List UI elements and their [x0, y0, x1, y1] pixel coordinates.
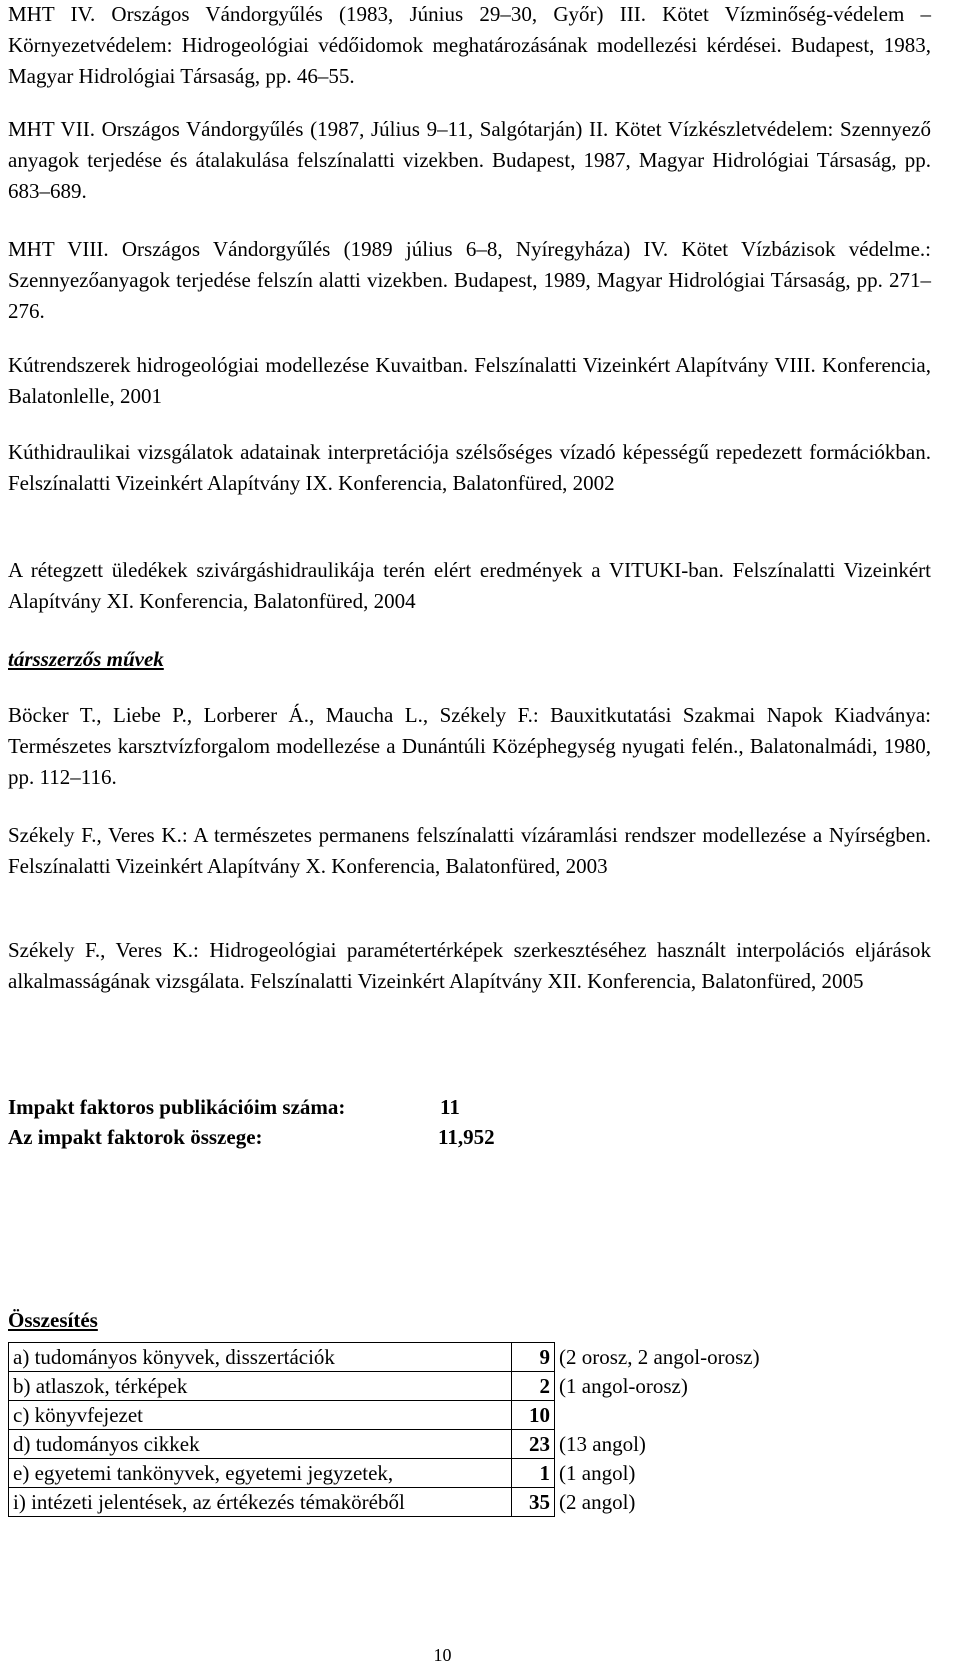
- summary-count: 23: [512, 1430, 555, 1459]
- table-row: [9, 1401, 864, 1430]
- summary-note: (2 orosz, 2 angol-orosz): [555, 1343, 864, 1372]
- reference-kuthidraulikai: Kúthidraulikai vizsgálatok adatainak interpretációja szélsőséges vízadó képességű repedezett formációkban. Felszínalatti Vizeinkért Alapítvány IX. Konferencia, Balatonfüred, 2002: [8, 440, 931, 495]
- reference-mht-viii: MHT VIII. Országos Vándorgyűlés (1989 július 6–8, Nyíregyháza) IV. Kötet Vízbázisok védelme.: Szennyezőanyagok terjedése felszín alatti vizekben. Budapest, 1989, Magyar Hidrológiai Társaság, pp. 271–276.: [8, 237, 931, 323]
- impact-count-label: Impakt faktoros publikációim száma:: [8, 1095, 346, 1119]
- coauthored-heading: társszerzős művek: [8, 647, 164, 671]
- impact-sum-label: Az impakt faktorok összege:: [8, 1125, 263, 1149]
- summary-category: b) atlaszok, térképek: [9, 1372, 512, 1401]
- coauthored-reference-szekely-2005: Székely F., Veres K.: Hidrogeológiai paramétertérképek szerkesztéséhez használt interpolációs eljárások alkalmasságának vizsgálata. Felszínalatti Vizeinkért Alapítvány XII. Konferencia, Balatonfüred, 2005: [8, 938, 931, 993]
- table-row: [9, 1488, 864, 1517]
- summary-count: 35: [512, 1488, 555, 1517]
- impact-sum-row: [8, 1122, 608, 1152]
- summary-category: c) könyvfejezet: [9, 1401, 512, 1430]
- summary-title: Összesítés: [8, 1308, 98, 1332]
- coauthored-reference-bocker: Böcker T., Liebe P., Lorberer Á., Maucha L., Székely F.: Bauxitkutatási Szakmai Napok Kiadványa: Természetes karsztvízforgalom modellezése a Dunántúli Középhegység nyugati felén., Balatonalmádi, 1980, pp. 112–116.: [8, 703, 931, 789]
- impact-count-row: [8, 1092, 608, 1122]
- impact-sum-value: 11,952: [438, 1125, 495, 1149]
- summary-note: [555, 1401, 864, 1430]
- coauthored-reference-szekely-2003: Székely F., Veres K.: A természetes permanens felszínalatti vízáramlási rendszer modellezése a Nyírségben. Felszínalatti Vizeinkért Alapítvány X. Konferencia, Balatonfüred, 2003: [8, 823, 931, 878]
- summary-count: 10: [512, 1401, 555, 1430]
- summary-category: i) intézeti jelentések, az értékezés témaköréből: [9, 1488, 512, 1517]
- table-row: [9, 1343, 864, 1372]
- page-number: 10: [433, 1645, 452, 1665]
- summary-note: (1 angol-orosz): [555, 1372, 864, 1401]
- summary-category: a) tudományos könyvek, disszertációk: [9, 1343, 512, 1372]
- impact-block: [8, 1092, 608, 1152]
- reference-mht-vii: MHT VII. Országos Vándorgyűlés (1987, Július 9–11, Salgótarján) II. Kötet Vízkészletvédelem: Szennyező anyagok terjedése és átalakulása felszínalatti vizekben. Budapest, 1987, Magyar Hidrológiai Társaság, pp. 683–689.: [8, 117, 931, 203]
- table-row: [9, 1459, 864, 1488]
- reference-retegzett: A rétegzett üledékek szivárgáshidraulikája terén elért eredmények a VITUKI-ban. Felszínalatti Vizeinkért Alapítvány XI. Konferencia, Balatonfüred, 2004: [8, 558, 931, 613]
- summary-count: 1: [512, 1459, 555, 1488]
- summary-category: d) tudományos cikkek: [9, 1430, 512, 1459]
- reference-kutrendszerek: Kútrendszerek hidrogeológiai modellezése Kuvaitban. Felszínalatti Vizeinkért Alapítvány VIII. Konferencia, Balatonlelle, 2001: [8, 353, 931, 408]
- summary-count: 9: [512, 1343, 555, 1372]
- summary-category: e) egyetemi tankönyvek, egyetemi jegyzetek,: [9, 1459, 512, 1488]
- summary-table: [8, 1342, 863, 1517]
- table-row: [9, 1372, 864, 1401]
- table-row: [9, 1430, 864, 1459]
- summary-count: 2: [512, 1372, 555, 1401]
- summary-note: (2 angol): [555, 1488, 864, 1517]
- summary-note: (1 angol): [555, 1459, 864, 1488]
- reference-mht-iv: MHT IV. Országos Vándorgyűlés (1983, Június 29–30, Győr) III. Kötet Vízminőség-védelem – Környezetvédelem: Hidrogeológiai védőidomok meghatározásának modellezési kérdései. Budapest, 1983, Magyar Hidrológiai Társaság, pp. 46–55.: [8, 2, 931, 88]
- summary-note: (13 angol): [555, 1430, 864, 1459]
- impact-count-value: 11: [440, 1095, 460, 1119]
